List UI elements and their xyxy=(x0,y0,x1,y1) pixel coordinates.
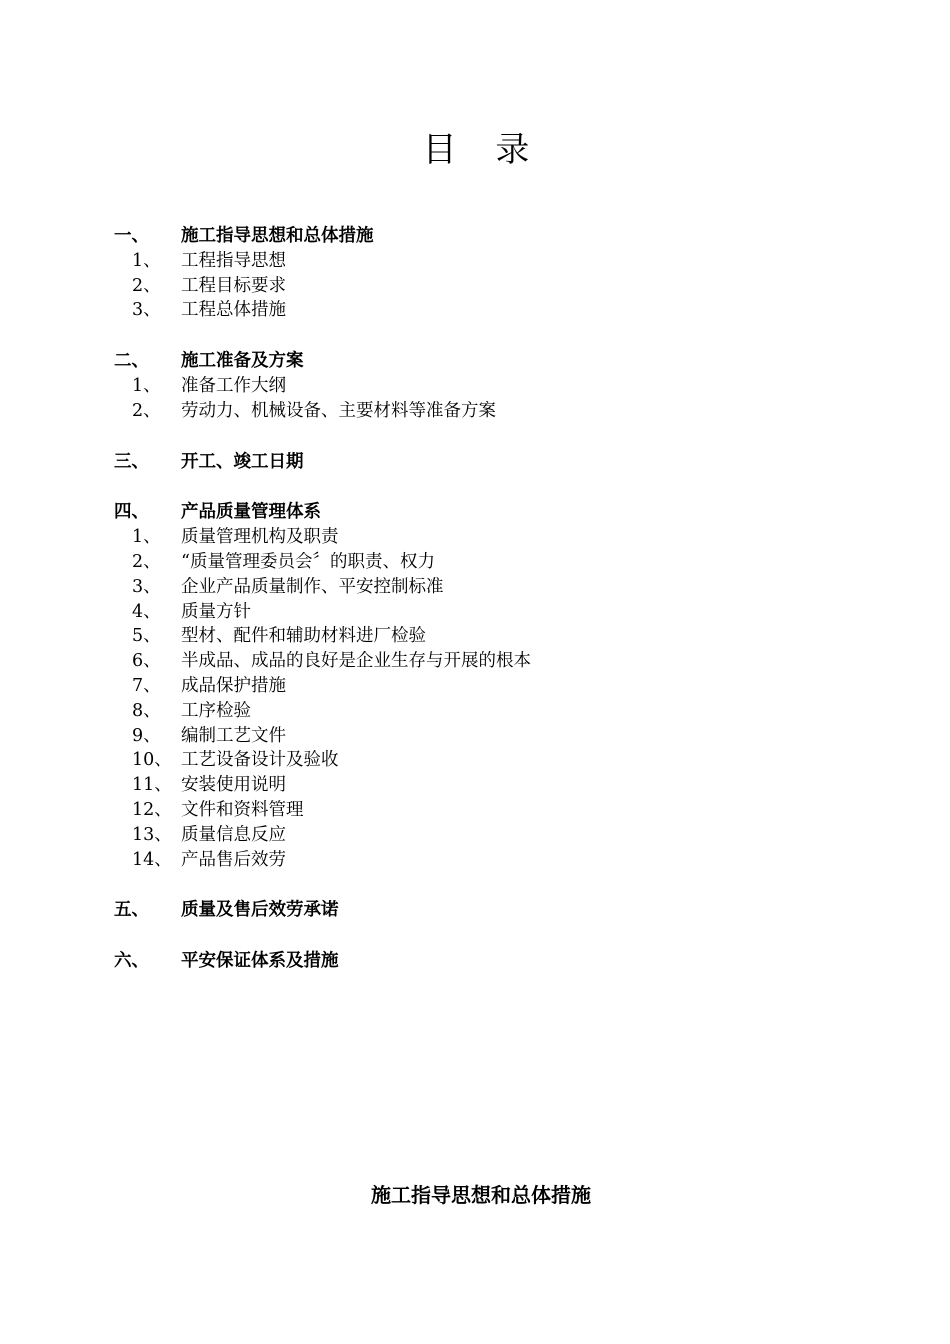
toc-item-number: 1、 xyxy=(132,375,161,396)
toc-item[interactable] xyxy=(0,848,950,873)
toc-section-number: 五、 xyxy=(114,900,149,921)
toc-section-heading[interactable] xyxy=(0,224,950,249)
toc-item-text: 企业产品质量制作、平安控制标准 xyxy=(181,576,444,597)
toc-title: 目 录 xyxy=(422,130,544,170)
toc-section-number: 四、 xyxy=(114,502,149,523)
toc-item-number: 10、 xyxy=(132,750,172,771)
toc-item-number: 1、 xyxy=(132,250,161,271)
toc-item[interactable] xyxy=(0,249,950,274)
toc-section-heading[interactable] xyxy=(0,500,950,525)
toc-item-text: 工程目标要求 xyxy=(181,275,286,296)
toc-item-text: 工程指导思想 xyxy=(181,250,286,271)
toc-item-number: 8、 xyxy=(132,700,161,721)
toc-item[interactable] xyxy=(0,724,950,749)
toc-item[interactable] xyxy=(0,575,950,600)
toc-item-text: 质量方针 xyxy=(181,601,251,622)
toc-section-number: 三、 xyxy=(114,451,149,472)
toc-item-text: 工艺设备设计及验收 xyxy=(181,750,339,771)
toc-item-text: 安装使用说明 xyxy=(181,775,286,796)
toc-item-text: 产品售后效劳 xyxy=(181,849,286,870)
toc-section-title: 开工、竣工日期 xyxy=(181,451,304,472)
toc-item-text: 型材、配件和辅助材料进厂检验 xyxy=(181,626,426,647)
toc-section-heading[interactable] xyxy=(0,450,950,475)
toc-section xyxy=(0,224,950,323)
toc-section-title: 施工准备及方案 xyxy=(181,351,304,372)
toc-section xyxy=(0,949,950,974)
toc-section-heading[interactable] xyxy=(0,949,950,974)
toc-section-number: 一、 xyxy=(114,226,149,246)
toc-item-text: “质量管理委员会〞的职责、权力 xyxy=(181,551,435,572)
toc-item[interactable] xyxy=(0,525,950,550)
toc-item[interactable] xyxy=(0,674,950,699)
toc-item-number: 13、 xyxy=(132,824,172,845)
toc-item-number: 6、 xyxy=(132,651,161,672)
toc-section xyxy=(0,500,950,872)
toc-item[interactable] xyxy=(0,550,950,575)
toc-item[interactable] xyxy=(0,374,950,399)
toc-item-text: 劳动力、机械设备、主要材料等准备方案 xyxy=(181,400,496,421)
toc-section xyxy=(0,349,950,423)
toc-section xyxy=(0,898,950,923)
toc-item-number: 1、 xyxy=(132,527,161,548)
toc-item[interactable] xyxy=(0,298,950,323)
toc-section-heading[interactable] xyxy=(0,898,950,923)
toc-item-text: 编制工艺文件 xyxy=(181,725,286,746)
toc-item-text: 质量信息反应 xyxy=(181,824,286,845)
table-of-contents xyxy=(0,224,950,1000)
toc-item-text: 准备工作大纲 xyxy=(181,375,286,396)
toc-item-text: 半成品、成品的良好是企业生存与开展的根本 xyxy=(181,651,531,672)
toc-item-number: 2、 xyxy=(132,551,161,572)
toc-item-text: 工序检验 xyxy=(181,700,251,721)
toc-item[interactable] xyxy=(0,624,950,649)
toc-item-text: 文件和资料管理 xyxy=(181,799,304,820)
toc-item-number: 5、 xyxy=(132,626,161,647)
toc-item[interactable] xyxy=(0,798,950,823)
toc-item[interactable] xyxy=(0,823,950,848)
toc-item-number: 2、 xyxy=(132,400,161,421)
toc-item[interactable] xyxy=(0,274,950,299)
toc-item[interactable] xyxy=(0,399,950,424)
toc-item-text: 质量管理机构及职责 xyxy=(181,527,339,548)
toc-item-number: 2、 xyxy=(132,275,161,296)
section-heading: 施工指导思想和总体措施 xyxy=(371,1183,591,1207)
toc-section-number: 六、 xyxy=(114,951,149,972)
toc-section-title: 产品质量管理体系 xyxy=(181,502,321,523)
toc-item-number: 9、 xyxy=(132,725,161,746)
toc-item-number: 3、 xyxy=(132,300,161,321)
toc-item-number: 3、 xyxy=(132,576,161,597)
toc-item[interactable] xyxy=(0,748,950,773)
toc-item-number: 12、 xyxy=(132,799,172,820)
toc-item-number: 14、 xyxy=(132,849,172,870)
toc-item[interactable] xyxy=(0,600,950,625)
toc-item[interactable] xyxy=(0,773,950,798)
toc-item-text: 成品保护措施 xyxy=(181,675,286,696)
toc-item[interactable] xyxy=(0,699,950,724)
toc-section-title: 平安保证体系及措施 xyxy=(181,951,339,972)
toc-section-heading[interactable] xyxy=(0,349,950,374)
toc-item-number: 7、 xyxy=(132,675,161,696)
toc-section-title: 质量及售后效劳承诺 xyxy=(181,900,339,921)
toc-item-number: 4、 xyxy=(132,601,161,622)
toc-section-title: 施工指导思想和总体措施 xyxy=(181,226,374,246)
toc-item-text: 工程总体措施 xyxy=(181,300,286,321)
toc-item[interactable] xyxy=(0,649,950,674)
toc-section xyxy=(0,450,950,475)
toc-item-number: 11、 xyxy=(132,775,172,796)
toc-section-number: 二、 xyxy=(114,351,149,372)
